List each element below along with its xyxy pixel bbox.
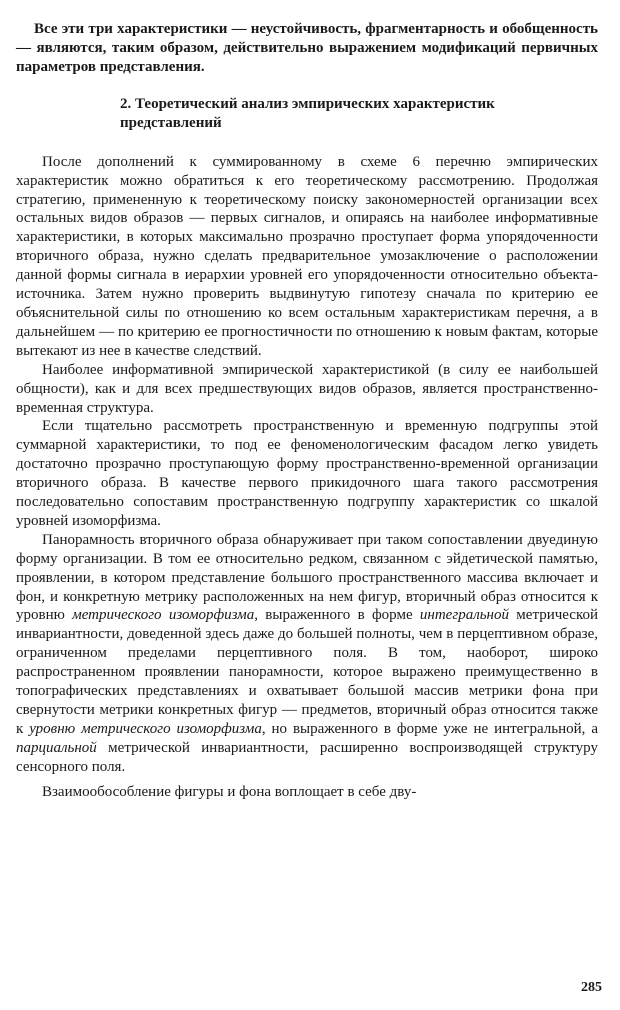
paragraph-4-emphasis-4: парциальной [16, 739, 97, 756]
paragraph-2: Наиболее информативной эмпирической характеристикой (в силу ее наибольшей общности), как и для всех предшествующих видов образов, является пространственно-временная структура. [16, 361, 598, 416]
paragraph-5: Взаимообособление фигуры и фона воплощает в себе дву- [42, 783, 417, 800]
paragraph-4-emphasis-3: уровню метрического изоморфизма [29, 720, 262, 737]
paragraph-4-text-5: метрической инвариантности, расширенно воспроизводящей структуру сенсорного поля. [16, 739, 598, 775]
paragraph-4-text-1: Панорамность вторичного образа обнаруживает при таком сопоставлении двуединую форму организации. В том ее относительно редком, связанном с эйдетической памятью, проявлении, в котором представление большого пространственного массива включает и фон, и конкретную метрику расположенных на нем фигур, вторичный образ относится к уровню [16, 531, 598, 624]
page-number: 285 [581, 980, 602, 995]
paragraph-4-text-2: , выраженного в форме [254, 607, 420, 624]
paragraph-1: После дополнений к суммированному в схеме 6 перечню эмпирических характеристик можно обратиться к его теоретическому рассмотрению. Продолжая стратегию, примененную к теоретическому поиску закономерностей организации всех остальных видов образов — первых сигналов, и опираясь на наиболее информативные характеристики, в которых максимально прозрачно проступает форма упорядоченности вторичного образа, нужно сделать предварительное умозаключение о расположении данной формы сигнала в иерархии уровней его упорядоченности относительно объекта-источника. Затем нужно проверить выдвинутую гипотезу сначала по критерию ее объяснительной силы по отношению ко всем остальным характеристикам перечня, а в дальнейшем — по критерию ее прогностичности по отношению к новым фактам, которые вытекают из нее в качестве следствий. [16, 153, 598, 359]
paragraph-4-emphasis-2: интегральной [419, 607, 509, 624]
paragraph-4-emphasis-1: метрического изоморфизма [72, 607, 255, 624]
paragraph-3: Если тщательно рассмотреть пространственную и временную подгруппы этой суммарной характеристики, то под ее феноменологическим фасадом легко увидеть достаточно прозрачно проступающую форму пространственно-временной организации вторичного образа. В качестве первого прикидочного шага такого рассмотрения последовательно сопоставим пространственную подгруппу характеристик со шкалой уровней изоморфизма. [16, 418, 598, 529]
paragraph-4-text-3: метрической инвариантности, доведенной здесь даже до большей полноты, чем в перцептивном образе, ограниченном пределами перцептивного поля. В том, наоборот, широко распространенном проявлении панорамности, которое выражено преимущественно в топографических представлениях и охватывает большой массив метрики фона при свернутости метрики конкретных фигур — предметов, вторичный образ относится также к [16, 607, 599, 737]
section-heading: 2. Теоретический анализ эмпирических характеристик представлений [120, 95, 495, 131]
paragraph-4-text-4: , но выраженного в форме уже не интегральной, а [261, 720, 598, 737]
paragraph-4 [16, 531, 598, 777]
intro-paragraph: Все эти три характеристики — неустойчивость, фрагментарность и обобщенность — являются, таким образом, действительно выражением модификаций первичных параметров представления. [16, 21, 598, 75]
